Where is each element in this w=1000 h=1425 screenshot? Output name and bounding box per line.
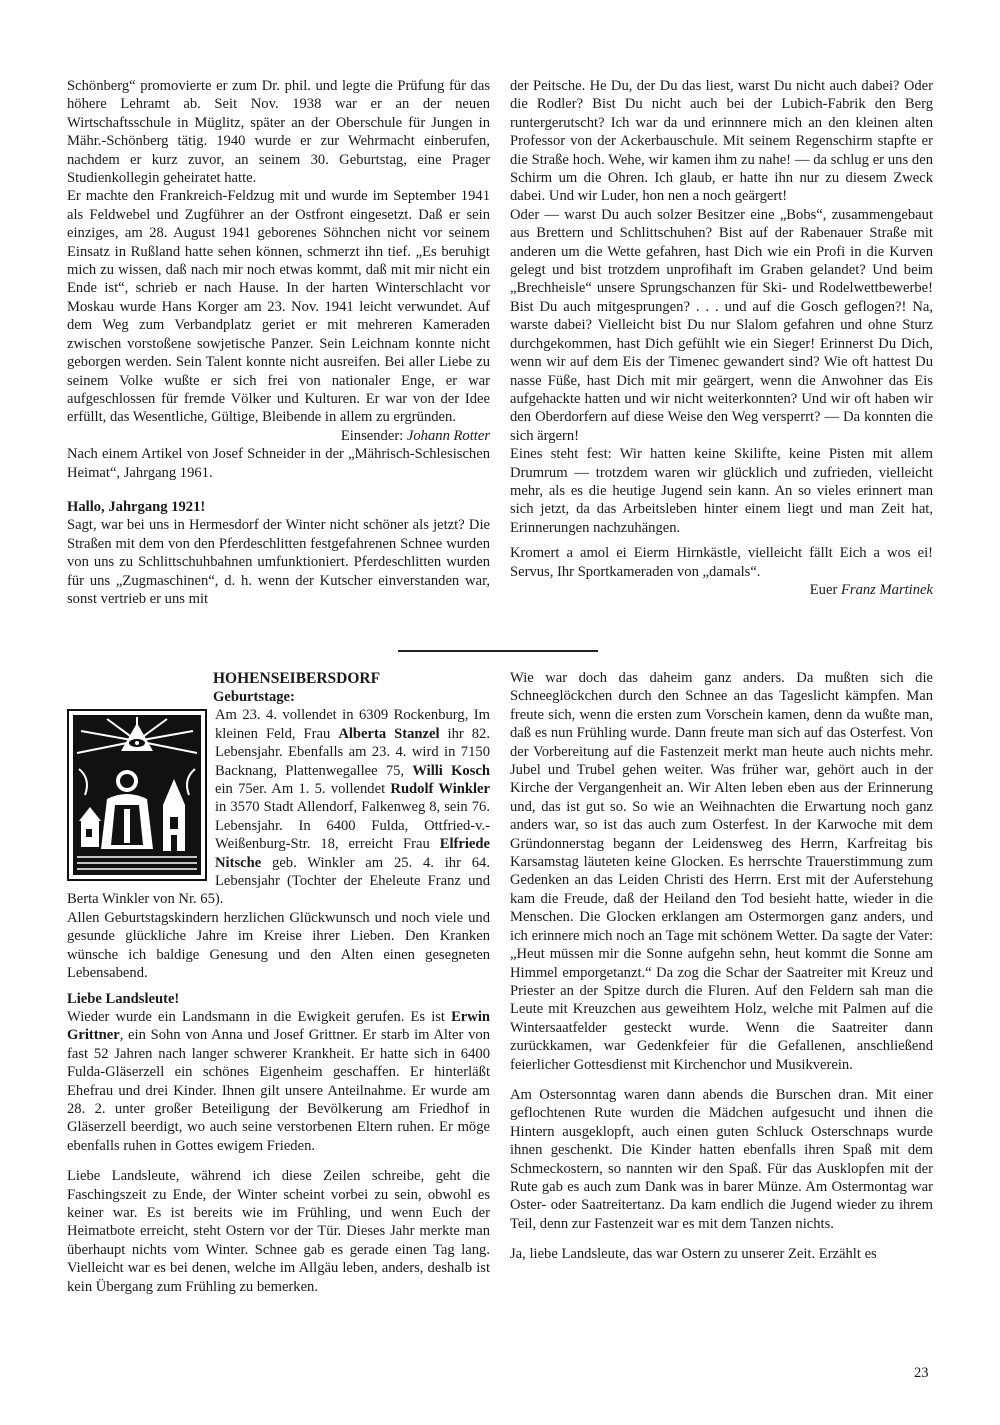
- paragraph: Am Ostersonntag waren dann abends die Burschen dran. Mit einer geflochtenen Rute wurden die Mädchen aufgesucht und ihnen die Hintern ausgeklopft, auch einen guten Schluck Osterschnaps wurde ihnen geschenkt. Die Kinder hatten ebenfalls ihren Spaß mit dem Schmeckostern, so nannten wir den Spaß. Für das Ausklopfen mit der Rute gab es auch zum Dank was in barer Münze. Am Ostermontag war Oster- oder Saatreitertanz. Da kam endlich die Jugend wieder zu ihrem Teil, denn zur Fastenzeit war es mit dem Tanzen nichts.: [510, 1086, 933, 1232]
- paragraph: Allen Geburtstagskindern herzlichen Glückwunsch und noch viele und gesunde glückliche Jahre im Kreise ihrer Lieben. Den Kranken wünsche ich baldige Genesung und den Alten einen gesegneten Lebensabend.: [67, 909, 490, 982]
- text-run: in 3570 Stadt Allendorf, Falkenweg 8, sein 76. Lebensjahr. In 6400 Fulda, Ottfried-v.-Weißenburg-Str. 18, erreicht Frau: [215, 799, 490, 853]
- paragraph: Nach einem Artikel von Josef Schneider in der „Mährisch-Schlesischen Heimat“, Jahrgang 1961.: [67, 446, 490, 481]
- obituary-paragraph: [67, 1008, 490, 1155]
- text-run: ein 75er. Am 1. 5. vollendet: [215, 781, 391, 798]
- sender-name: Johann Rotter: [406, 427, 490, 444]
- top-left-column: [67, 77, 490, 608]
- paragraph: Er machte den Frankreich-Feldzug mit und wurde im September 1941 als Feldwebel und Zugführer an der Ostfront eingesetzt. Daß er sein einziges, am 28. August 1941 geborenes Söhnchen nicht vor seinem Einsatz in Rußland hatte sehen können, schmerzt ihn tief. „Es beruhigt mich zu wissen, daß nach mir noch etwas kommt, daß mit mir nicht ein Ende ist“, schrieb er nach Hause. In der harten Winterschlacht vor Moskau wurde Hans Korger am 23. Nov. 1941 leicht verwundet. Auf dem Weg zum Verbandplatz geriet er mit mehreren Kameraden zwischen vorstoßene sowjetische Panzer. Sein Leichnam konnte nicht geborgen werden. Sein Talent konnte nicht ausreifen. Bei aller Liebe zu seinem Volke wußte er sich frei von nationaler Enge, er war aufgeschlossen für fremde Völker und Kulturen. Er war von der Idee erfüllt, das Wesentliche, Gültige, Bleibende in allem zu ergründen.: [67, 188, 490, 426]
- signature-line: [510, 581, 933, 599]
- signature-name: Franz Martinek: [840, 581, 933, 598]
- paragraph: Liebe Landsleute, während ich diese Zeilen schreibe, geht die Faschingszeit zu Ende, der Winter scheint vorbei zu sein, obwohl es keiner war. Es ist bereits wie im Frühling, und wenn Euch der Heimatbote erreicht, steht Ostern vor der Tür. Dieses Jahr merkte man überhaupt nichts vom Winter. Schnee gab es gerade einen Tag lang. Vielleicht war es bei denen, welche im Allgäu leben, anders, deshalb ist kein Übergang zum Frühling zu bemerken.: [67, 1168, 490, 1295]
- bottom-left-column: [67, 669, 490, 1296]
- bottom-right-column: [510, 669, 933, 1264]
- paragraph: Wie war doch das daheim ganz anders. Da mußten sich die Schneeglöckchen durch den Schnee an das Tageslicht kämpfen. Man freute sich, wenn die ersten zum Vorschein kamen, denn da wußte man, daß es nun Frühling wurde. Dann freute man sich auf das Osterfest. Von der Vorbereitung auf die Fastenzeit merkt man heute auch nichts mehr. Jubel und Trubel gehen weiter. Was früher war, gehört auch in der Kirche der Vergangenheit an. Wir Alten leben eben aus der Erinnerung und, das ist gut so. So wie an Weihnachten die Erwartung noch ganz anders war, so ist das auch zum Osterfest. In der Karwoche mit dem Gründonnerstag begann der Leidensweg des Herrn, Karfreitag bis Karsamstag läuteten keine Glocken. Es herrschte Trauerstimmung zum Gedenken an das Leiden Christi des Herrn. Erst mit der Auferstehung kam die Freude, daß der Heiland den Tod besieht hatte, wieder in die Menschen. Die Glocken erklangen am Ostermorgen ganz anders, und ich erinnere mich noch an Tage mit schönem Wetter. Da sagte der Vater: „Heut müssen mir die Sonne aufgehn sehn, heut kommt die Sonne am Himmel emporgetanzt.“ Da zog die Schar der Saatreiter mit Kreuz und Priester an der Spitze durch die Fluren. Auf den Feldern sah man die Leute mit Kreuzchen aus geweihtem Holz, welche mit Palmen auf die Wintersaatfelder gesteckt wurde. Wenn die Saatreiter dann zurückkamen, war Gedenkfeier für die Gefallenen, anschließend feierlicher Gottesdienst mit Kirchenchor und Musikverein.: [510, 670, 933, 1073]
- section-heading: Liebe Landsleute!: [67, 990, 180, 1007]
- paragraph: Ja, liebe Landsleute, das war Ostern zu unserer Zeit. Erzählt es: [510, 1246, 877, 1263]
- person-name: Elfriede Nitsche: [215, 836, 490, 871]
- paragraph: der Peitsche. He Du, der Du das liest, warst Du nicht auch dabei? Oder die Rodler? Bist Du nicht auch bei der Lubich-Fabrik den Berg runtergerutscht? Ich war da und erinnnere mich an den kleinen alten Professor von der Ackerbauschule. Mit seinem Regenschirm stapfte er die Straße hoch. Wehe, wir kamen ihm zu nahe! — da schlug er uns den Schirm um die Ohren. Ich glaub, er hatte ihn nur zu diesem Zweck dabei. Und wir Luder, hon nen a noch geärgert!: [510, 78, 933, 205]
- text-run: , ein Sohn von Anna und Josef Grittner. Er starb im Alter von fast 52 Jahren nach langer schwerer Krankheit. Er hatte sich in 6400 Fulda-Gläserzell ein schönes Eigenheim geschaffen. Er hinterläßt Ehefrau und drei Kinder. Ihnen gilt unsere Anteilnahme. Er wurde am 28. 2. unter großer Beteiligung der Bevölkerung am Friedhof in Gläserzell beerdigt, wo auch seine verstorbenen Eltern ruhen. Er möge ebenfalls ruhen in Gottes ewigem Frieden.: [67, 1027, 490, 1154]
- signature-label: Euer: [809, 581, 838, 598]
- subheading: Geburtstage:: [213, 689, 295, 705]
- section-title: HOHENSEIBERSDORF: [213, 670, 381, 687]
- text-run: geb. Winkler am 25. 4. ihr 64. Lebensjahr (Tochter der Eheleute Franz und Berta Winkler von Nr. 65).: [67, 854, 490, 908]
- text-run: ihr 82. Lebensjahr. Ebenfalls am 23. 4. wird in 7150 Backnang, Plattenwegallee 75,: [215, 725, 491, 779]
- section-divider: [398, 650, 598, 652]
- text-run: Wieder wurde ein Landsmann in die Ewigkeit gerufen. Es ist: [67, 1008, 452, 1025]
- text-run: Am 23. 4. vollendet in 6309 Rockenburg, Im kleinen Feld, Frau: [215, 707, 490, 742]
- paragraph: Eines steht fest: Wir hatten keine Skilifte, keine Pisten mit allem Drumrum — trotzdem waren wir glücklich und zufrieden, vielleicht mehr, als es die heutige Jugend sein kann. An so vieles erinnert man sich jetzt, da das Arbeitsleben hinter einem liegt und man Zeit hat, Erinnerungen nachzuhängen.: [510, 446, 933, 536]
- person-name: Willi Kosch: [412, 762, 491, 779]
- person-name: Erwin Grittner: [67, 1008, 490, 1044]
- top-right-column: [510, 77, 933, 599]
- section-heading: Hallo, Jahrgang 1921!: [67, 498, 206, 515]
- paragraph: Sagt, war bei uns in Hermesdorf der Winter nicht schöner als jetzt? Die Straßen mit dem von den Pferdeschlitten festgefahrenen Schnee wurden von uns zu Schlittschuhbahnen umfunktioniert. Pferdeschlitten wurden für uns „Zugmaschinen“, d. h. wenn der Kutscher einverstanden war, sonst vertrieb er uns mit: [67, 517, 490, 607]
- paragraph: Schönberg“ promovierte er zum Dr. phil. und legte die Prüfung für das höhere Lehramt ab. Seit Nov. 1938 war er an der neuen Wirtschaftsschule in Müglitz, später an der Oberschule für Jungen in Mähr.-Schönberg tätig. 1940 wurde er zur Wehrmacht einberufen, nachdem er kurz zuvor, an seinem 30. Geburtstag, eine Prager Studienkollegin geheiratet hatte.: [67, 78, 490, 187]
- woodcut-illustration: [67, 709, 207, 881]
- sender-label: Einsender:: [340, 427, 404, 444]
- paragraph: Kromert a amol ei Eierm Hirnkästle, vielleicht fällt Eich a wos ei! Servus, Ihr Sportkameraden von „damals“.: [510, 545, 933, 580]
- person-name: Rudolf Winkler: [390, 781, 491, 798]
- paragraph: Oder — warst Du auch solzer Besitzer eine „Bobs“, zusammengebaut aus Brettern und Schlittschuhen? Bist auf der Rabenauer Straße mit anderen um die Wette gefahren, hast Dich wie ein Profi in die Kurven gelegt und bist trotzdem unprofihaft im Graben gelandet? Und beim „Brechheisle“ unsere Sprungschanzen für Ski- und Rodelwettbewerbe! Bist Du auch mitgesprungen? . . . und auf die Gosch geflogen?! Na, warste dabei? Vielleicht bist Du nur Slalom gefahren und ohne Sturz durchgekommen, hast Dich gefühlt wie ein Sieger! Erinnerst Du Dich, wenn wir auf dem Eis der Timenec gewandert sind? Wie oft hattest Du nasse Füße, hast Dich mit mir geärgert, wenn die Anwohner das Eis aufgehackte hatten und wir nicht weiterkonnten? Und wir oft haben wir den Oberdorfern auf diese Weise den Weg versperrt? — Da konnten die sich ärgern!: [510, 206, 933, 444]
- person-name: Alberta Stanzel: [338, 725, 440, 742]
- sender-line: [67, 427, 490, 445]
- page-number: 23: [914, 1365, 929, 1381]
